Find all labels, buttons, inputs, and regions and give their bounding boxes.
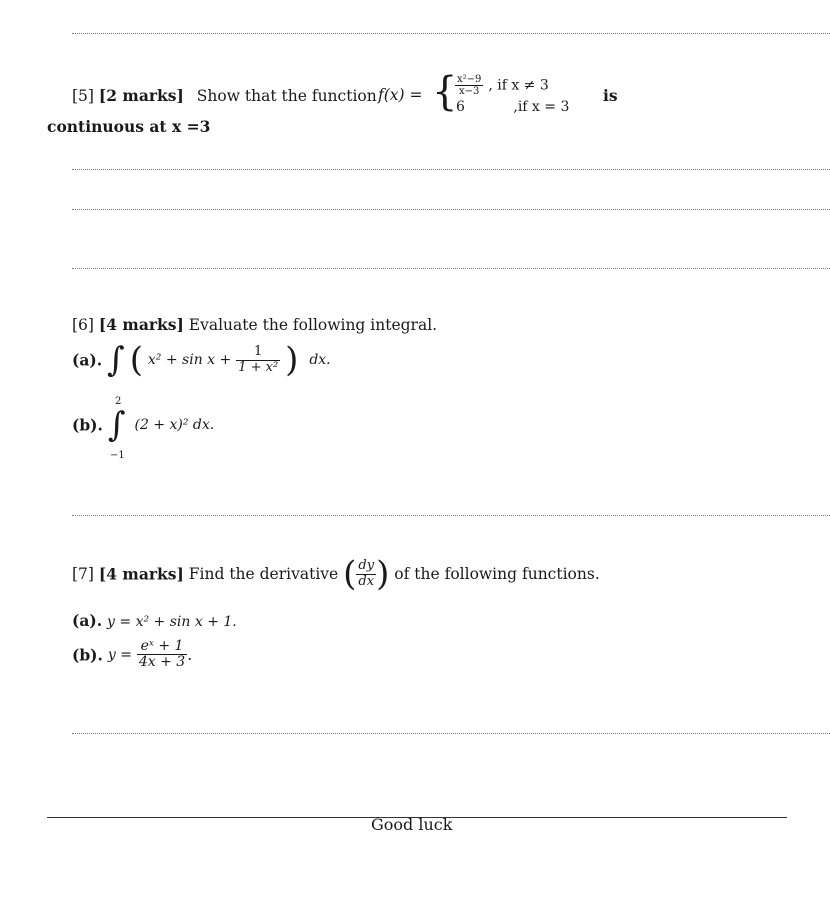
q5-marks: [2 marks] [98,86,184,105]
q7-deriv-den: dx [358,573,375,589]
integral-sign: ∫ [107,405,126,445]
q7-a-body: y = x² + sin x + 1. [107,614,237,630]
q6-number: [6] [72,316,94,334]
q6-b-upper: 2 [115,396,122,407]
answer-line [72,169,830,170]
answer-line [72,268,830,269]
q7-b-pre: y = [107,646,132,663]
q5-brace: { [432,69,458,115]
q6-part-b [72,405,215,445]
q5-function [378,86,423,104]
q5-line2 [47,117,210,136]
right-paren: ) [285,340,299,380]
question-5 [72,86,377,105]
q7-b-post: . [187,645,193,664]
answer-line [72,733,830,734]
q5-is [603,86,618,105]
q6-b-lower: −1 [110,450,125,461]
left-paren: ( [343,554,357,594]
q5-case2 [456,99,569,115]
q5-case1-den: x−3 [459,86,480,97]
q7-derivative [356,559,376,589]
q5-case1-num: x²−9 [457,74,482,85]
q5-case2-val: 6 [456,99,465,115]
q6-b-label: (b). [72,415,103,435]
q7-b-fraction [137,639,187,671]
question-7 [72,554,600,594]
q7-part-b [72,639,192,671]
q5-case1-cond: , if x ≠ 3 [488,77,549,94]
q6-b-body: (2 + x)² dx. [134,417,215,433]
q6-text: Evaluate the following integral. [188,316,438,334]
q5-is-text: is [603,86,618,105]
q7-part-a [72,611,237,630]
q7-deriv-num: dy [358,558,375,574]
right-paren: ) [376,554,390,594]
q5-text: Show that the function [196,87,377,105]
q7-a-label: (a). [72,611,103,630]
answer-line [72,515,830,516]
answer-line [72,33,830,34]
q6-a-frac-den: 1 + x² [238,359,279,375]
q7-b-den: 4x + 3 [138,654,186,671]
q5-case1-fraction [455,74,483,97]
q6-part-a [72,340,331,380]
q7-number: [7] [72,565,94,583]
answer-line [72,209,830,210]
q6-a-label: (a). [72,350,103,370]
q6-marks: [4 marks] [98,315,184,334]
q5-case1 [455,74,549,97]
q7-text2: of the following functions. [394,565,600,583]
q6-a-frac-num: 1 [236,345,280,360]
q5-line2-text: continuous at x =3 [47,117,211,136]
q7-b-num: eˣ + 1 [137,639,187,655]
left-paren: ( [129,340,143,380]
integral-sign: ∫ [107,340,125,380]
q6-a-fraction [236,345,280,375]
footer-text: Good luck [371,815,453,834]
question-6 [72,315,437,334]
q7-text: Find the derivative [188,565,339,583]
q6-a-dx: dx. [309,352,331,368]
q5-number: [5] [72,87,94,105]
q5-case2-cond: ,if x = 3 [513,99,570,115]
q6-a-body: x² + sin x + [147,352,232,368]
q5-fx: f(x) = [378,86,423,104]
q7-marks: [4 marks] [98,564,184,584]
q7-b-label: (b). [72,645,103,665]
